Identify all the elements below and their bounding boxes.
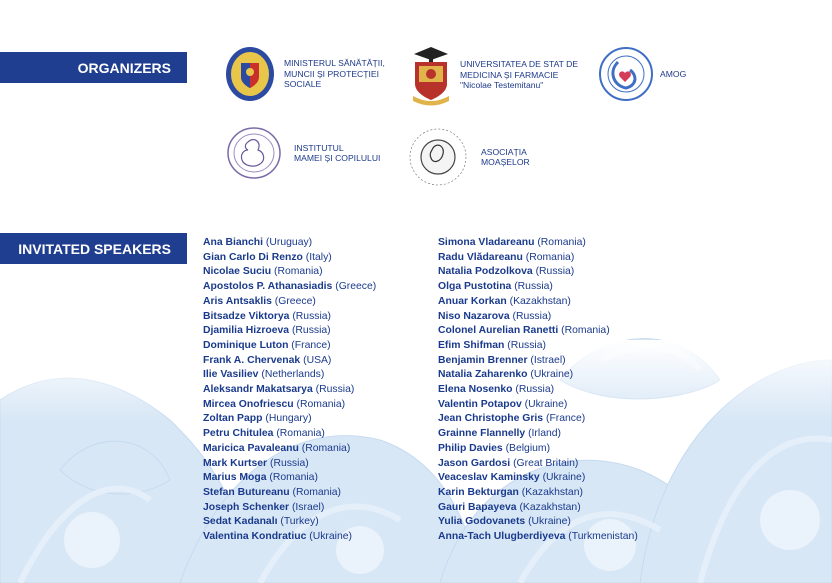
speaker-country: (USA) (300, 354, 332, 366)
speaker-country: (Romania) (293, 398, 346, 410)
speaker-country: (Ukraine) (306, 531, 352, 543)
speaker-entry (438, 383, 638, 398)
speaker-entry (438, 515, 638, 530)
speaker-country: (Romania) (289, 486, 341, 498)
speaker-entry (438, 310, 638, 325)
organizer-mother-child-institute-name: INSTITUTUL MAMEI ȘI COPILULUI (294, 142, 381, 163)
speaker-name: Mircea Onofriescu (203, 398, 294, 410)
speaker-entry (203, 515, 376, 530)
speaker-name: Radu Vlădareanu (438, 251, 523, 263)
speaker-entry (203, 354, 376, 369)
speaker-name: Djamilia Hizroeva (203, 325, 290, 337)
speaker-entry (438, 251, 638, 266)
speaker-name: Ana Bianchi (203, 237, 264, 248)
speakers-list-right (438, 236, 638, 545)
organizer-midwives-association-name: ASOCIAȚIA MOAȘELOR (481, 146, 530, 167)
organizer-midwives-association (405, 124, 530, 190)
speaker-entry (203, 383, 376, 398)
speaker-name: Yulia Godovanets (438, 516, 526, 528)
speaker-country: (Romania) (273, 428, 325, 440)
speaker-country: (Russia) (289, 310, 332, 322)
speaker-country: (Romania) (266, 472, 318, 484)
organizer-ministry-name: MINISTERUL SĂNĂTĂȚII, MUNCII ȘI PROTECȚIEI SOCIALE (284, 58, 385, 90)
speaker-country: (Great Britain) (510, 457, 579, 469)
speaker-entry (203, 368, 376, 383)
speaker-name: Nicolae Suciu (203, 266, 272, 278)
speaker-entry (438, 295, 638, 310)
speaker-country: (Kazakhstan) (506, 295, 571, 307)
speaker-country: (Ukraine) (525, 516, 571, 528)
speaker-country: (Russia) (532, 266, 575, 278)
speaker-country: (Italy) (302, 251, 332, 263)
speaker-entry (203, 251, 376, 266)
speaker-country: (Romania) (271, 266, 323, 278)
speaker-entry (438, 530, 638, 545)
speaker-entry (203, 236, 376, 251)
speaker-name: Grainne Flannelly (438, 428, 526, 440)
speaker-country: (Turkey) (277, 516, 319, 528)
organizer-university (410, 44, 578, 106)
speaker-name: Niso Nazarova (438, 310, 510, 322)
midwives-association-logo-icon (405, 124, 471, 190)
speaker-name: Natalia Zaharenko (438, 369, 528, 381)
organizers-section-label: ORGANIZERS (0, 52, 187, 83)
speaker-country: (France) (288, 339, 331, 351)
speaker-name: Simona Vladareanu (438, 237, 535, 248)
speaker-name: Ilie Vasiliev (203, 369, 259, 381)
speaker-country: (Ukraine) (539, 472, 586, 484)
speaker-name: Philip Davies (438, 442, 503, 454)
speaker-name: Dominique Luton (203, 339, 289, 351)
speaker-country: (Russia) (267, 457, 309, 469)
speaker-name: Marius Moga (203, 472, 267, 484)
speaker-entry (203, 280, 376, 295)
speaker-name: Apostolos P. Athanasiadis (203, 281, 333, 293)
speaker-entry (438, 442, 638, 457)
speaker-entry (438, 398, 638, 413)
speaker-name: Veaceslav Kaminsky (438, 472, 540, 484)
speaker-name: Anna-Tach Ulugberdiyeva (438, 531, 566, 543)
speaker-country: (Kazakhstan) (518, 486, 583, 498)
speaker-country: (Ukraine) (521, 398, 568, 410)
amog-logo-icon (598, 46, 654, 102)
speaker-country: (Irland) (525, 428, 562, 440)
speaker-entry (203, 412, 376, 427)
speaker-country: (Uruguay) (263, 237, 313, 248)
speaker-name: Valentin Potapov (438, 398, 522, 410)
speaker-entry (203, 339, 376, 354)
speaker-country: (Romania) (534, 237, 586, 248)
organizer-university-name: UNIVERSITATEA DE STAT DE MEDICINA ȘI FARMACIE "Nicolae Testemitanu" (460, 59, 579, 91)
organizer-mother-child-institute (226, 126, 380, 180)
speaker-name: Zoltan Papp (203, 413, 263, 425)
organizer-amog-name: AMOG (660, 68, 687, 79)
organizer-amog (598, 46, 686, 102)
speaker-entry (438, 427, 638, 442)
speaker-country: (Greece) (271, 295, 316, 307)
speaker-country: (Israel) (289, 501, 325, 513)
speaker-entry (438, 457, 638, 472)
speaker-name: Mark Kurtser (203, 457, 268, 469)
speaker-name: Olga Pustotina (438, 281, 512, 293)
speaker-name: Valentina Kondratiuc (203, 531, 307, 543)
speaker-entry (203, 427, 376, 442)
speaker-country: (Russia) (504, 339, 546, 351)
speaker-country: (Belgium) (502, 442, 551, 454)
speaker-country: (France) (543, 413, 586, 425)
speaker-country: (Netherlands) (258, 369, 325, 381)
speaker-name: Sedat Kadanalı (203, 516, 278, 528)
speaker-country: (Kazakhstan) (516, 501, 581, 513)
speaker-country: (Turkmenistan) (565, 531, 638, 543)
speaker-country: (Russia) (312, 384, 355, 396)
speaker-name: Petru Chitulea (203, 428, 274, 440)
speaker-country: (Romania) (522, 251, 575, 263)
speaker-country: (Istrael) (527, 354, 566, 366)
speaker-entry (438, 368, 638, 383)
speaker-entry (438, 236, 638, 251)
ministry-seal-icon (224, 45, 276, 103)
speaker-name: Joseph Schenker (203, 501, 290, 513)
speaker-name: Jean Christophe Gris (438, 413, 544, 425)
speaker-entry (203, 442, 376, 457)
speaker-name: Jason Gardosi (438, 457, 511, 469)
speaker-name: Efim Shifman (438, 339, 505, 351)
speaker-name: Elena Nosenko (438, 384, 513, 396)
speaker-country: (Russia) (289, 325, 331, 337)
speaker-entry (203, 471, 376, 486)
speaker-entry (203, 486, 376, 501)
speaker-name: Aris Antsaklis (203, 295, 272, 307)
speaker-country: (Romania) (558, 325, 610, 337)
speaker-name: Aleksandr Makatsarya (203, 384, 313, 396)
speaker-entry (438, 324, 638, 339)
speaker-name: Natalia Podzolkova (438, 266, 533, 278)
speaker-name: Bitsadze Viktorya (203, 310, 290, 322)
speaker-name: Benjamin Brenner (438, 354, 528, 366)
speaker-entry (203, 324, 376, 339)
speaker-entry (203, 501, 376, 516)
speakers-section-label: INVITATED SPEAKERS (0, 233, 187, 264)
speakers-list-left (203, 236, 376, 545)
speaker-name: Frank A. Chervenak (203, 354, 301, 366)
mother-child-institute-logo-icon (226, 126, 282, 180)
speaker-country: (Russia) (512, 384, 555, 396)
speaker-name: Colonel Aurelian Ranetti (438, 325, 559, 337)
speaker-entry (203, 530, 376, 545)
speaker-entry (438, 265, 638, 280)
speaker-entry (438, 412, 638, 427)
speaker-country: (Greece) (332, 281, 377, 293)
speaker-country: (Ukraine) (527, 369, 574, 381)
speaker-entry (438, 486, 638, 501)
speaker-entry (438, 339, 638, 354)
speaker-name: Karin Bekturgan (438, 486, 519, 498)
speaker-entry (203, 457, 376, 472)
speaker-entry (203, 265, 376, 280)
speaker-country: (Hungary) (262, 413, 312, 425)
speaker-name: Stefan Butureanu (203, 486, 290, 498)
speaker-entry (438, 354, 638, 369)
speaker-country: (Russia) (509, 310, 552, 322)
speaker-entry (203, 295, 376, 310)
speaker-name: Gauri Bapayeva (438, 501, 517, 513)
speaker-country: (Russia) (511, 281, 553, 293)
organizer-ministry (224, 45, 385, 103)
speaker-entry (438, 471, 638, 486)
university-crest-icon (410, 44, 452, 106)
speaker-country: (Romania) (298, 442, 351, 454)
speaker-name: Gian Carlo Di Renzo (203, 251, 303, 263)
speaker-entry (438, 280, 638, 295)
speaker-entry (203, 398, 376, 413)
speaker-entry (203, 310, 376, 325)
speaker-name: Maricica Pavaleanu (203, 442, 299, 454)
speaker-entry (438, 501, 638, 516)
speaker-name: Anuar Korkan (438, 295, 507, 307)
